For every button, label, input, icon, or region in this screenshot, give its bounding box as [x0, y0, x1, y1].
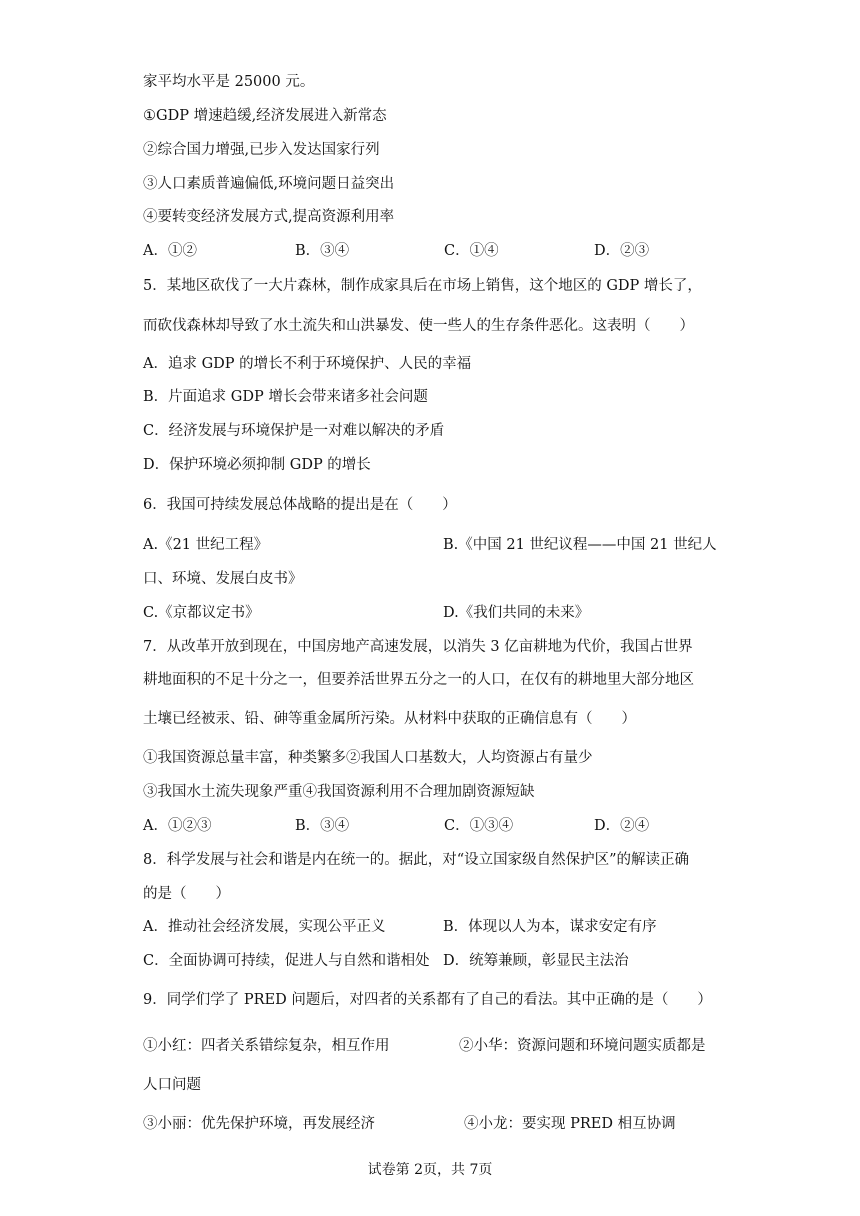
- q4-statement-4: ④要转变经济发展方式,提高资源利用率: [143, 209, 395, 225]
- q7-statements-line-2: ③我国水土流失现象严重④我国资源利用不合理加剧资源短缺: [143, 784, 535, 800]
- q7-stem-line-3: 土壤已经被汞、铅、砷等重金属所污染。从材料中获取的正确信息有（ ）: [143, 711, 636, 727]
- q6-option-b-line-1[interactable]: B.《中国 21 世纪议程——中国 21 世纪人: [443, 537, 717, 553]
- q5-option-a[interactable]: A．追求 GDP 的增长不利于环境保护、人民的幸福: [143, 356, 472, 372]
- q6-option-a[interactable]: A.《21 世纪工程》: [143, 537, 269, 553]
- q6-option-c[interactable]: C.《京都议定书》: [143, 605, 260, 621]
- q9-statement-3: ③小丽：优先保护环境，再发展经济: [143, 1116, 375, 1132]
- q4-option-c[interactable]: C．①④: [444, 243, 499, 259]
- q7-option-b[interactable]: B．③④: [295, 818, 350, 834]
- q9-statement-4: ④小龙：要实现 PRED 相互协调: [464, 1116, 676, 1132]
- q4-statement-2: ②综合国力增强,已步入发达国家行列: [143, 142, 380, 158]
- q6-stem: 6．我国可持续发展总体战略的提出是在（ ）: [143, 497, 457, 513]
- q7-stem-line-2: 耕地面积的不足十分之一，但要养活世界五分之一的人口，在仅有的耕地里大部分地区: [143, 672, 694, 688]
- q7-stem-line-1: 7．从改革开放到现在，中国房地产高速发展，以消失 3 亿亩耕地为代价，我国占世界: [143, 639, 693, 655]
- q7-statements-line-1: ①我国资源总量丰富，种类繁多②我国人口基数大，人均资源占有量少: [143, 750, 593, 766]
- q9-statement-2-line-2: 人口问题: [143, 1077, 201, 1093]
- q5-stem-line-1: 5．某地区砍伐了一大片森林，制作成家具后在市场上销售，这个地区的 GDP 增长了，: [143, 278, 702, 294]
- q4-statement-3: ③人口素质普遍偏低,环境问题日益突出: [143, 176, 395, 192]
- q4-option-d[interactable]: D．②③: [594, 243, 650, 259]
- page-footer: 试卷第 2页，共 7页: [367, 1162, 493, 1178]
- q8-option-c[interactable]: C．全面协调可持续，促进人与自然和谐相处: [143, 953, 430, 969]
- q5-option-d[interactable]: D．保护环境必须抑制 GDP 的增长: [143, 457, 371, 473]
- q6-option-b-line-2[interactable]: 口、环境、发展白皮书》: [143, 571, 303, 587]
- q8-option-b[interactable]: B．体现以人为本，谋求安定有序: [443, 919, 657, 935]
- q9-statement-1: ①小红：四者关系错综复杂，相互作用: [143, 1038, 390, 1054]
- q7-option-a[interactable]: A．①②③: [143, 818, 212, 834]
- q4-statement-1: ①GDP 增速趋缓,经济发展进入新常态: [143, 108, 387, 124]
- q5-option-b[interactable]: B．片面追求 GDP 增长会带来诸多社会问题: [143, 389, 428, 405]
- q5-stem-line-2: 而砍伐森林却导致了水土流失和山洪暴发、使一些人的生存条件恶化。这表明（ ）: [143, 318, 694, 334]
- q4-option-a[interactable]: A．①②: [143, 243, 197, 259]
- intro-line: 家平均水平是 25000 元。: [143, 74, 315, 90]
- q7-option-d[interactable]: D．②④: [594, 818, 650, 834]
- q9-statement-2-line-1: ②小华：资源问题和环境问题实质都是: [459, 1038, 706, 1054]
- q7-option-c[interactable]: C．①③④: [444, 818, 514, 834]
- q8-option-a[interactable]: A．推动社会经济发展，实现公平正义: [143, 919, 386, 935]
- q8-option-d[interactable]: D．统筹兼顾，彰显民主法治: [443, 953, 629, 969]
- q9-stem: 9．同学们学了 PRED 问题后，对四者的关系都有了自己的看法。其中正确的是（ ）: [143, 992, 712, 1008]
- q8-stem-line-1: 8．科学发展与社会和谐是内在统一的。据此，对“设立国家级自然保护区”的解读正确: [143, 852, 690, 868]
- q6-option-d[interactable]: D.《我们共同的未来》: [443, 605, 590, 621]
- q8-stem-line-2: 的是（ ）: [143, 886, 230, 902]
- q5-option-c[interactable]: C．经济发展与环境保护是一对难以解决的矛盾: [143, 423, 445, 439]
- q4-option-b[interactable]: B．③④: [295, 243, 350, 259]
